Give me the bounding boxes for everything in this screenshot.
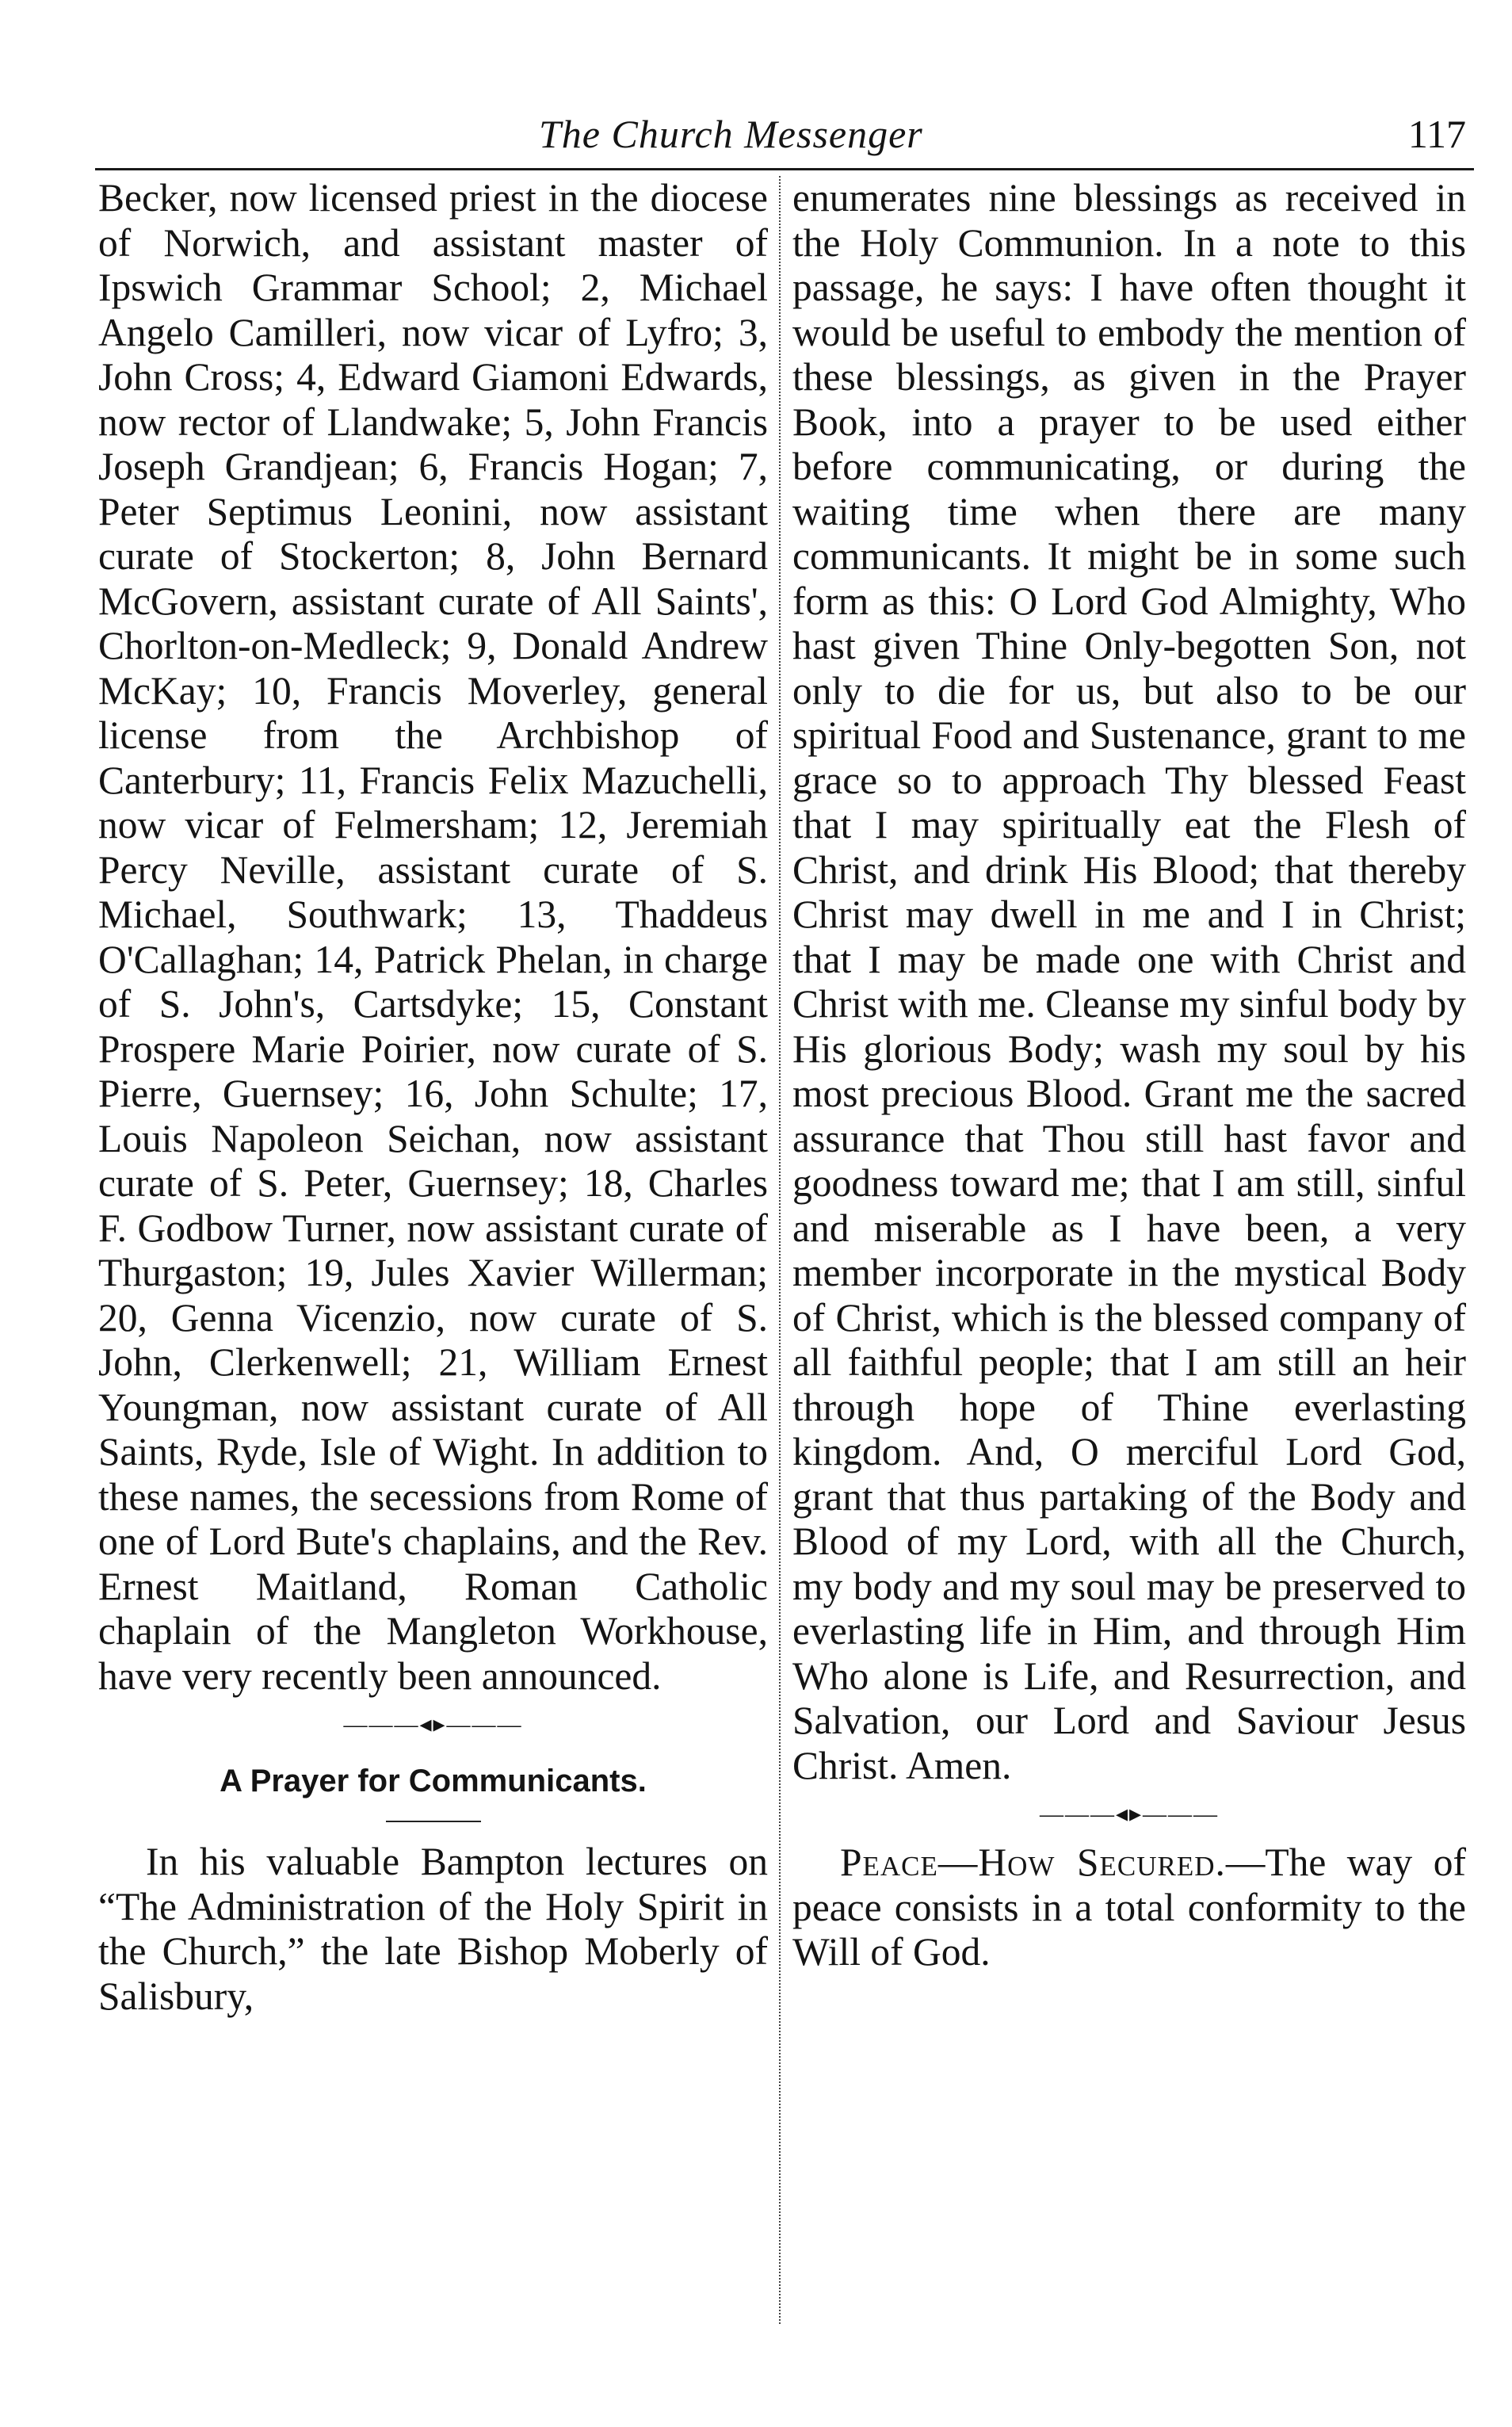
bampton-paragraph: In his valuable Bampton lectures on “The Administration of the Holy Spirit in the Church,” the late Bishop Moberly of Salisbury, xyxy=(98,1840,768,2018)
column-divider xyxy=(779,176,781,2324)
peace-body: —The way of peace consists in a total conformity to the Will of God. xyxy=(792,1840,1466,1974)
page-number: 117 xyxy=(1407,112,1466,156)
section-ornament: ———◂▸——— xyxy=(343,1711,523,1737)
running-title: The Church Messenger xyxy=(539,112,923,156)
clergy-list-paragraph: Becker, now licensed priest in the diocese of Norwich, and assistant master of Ipswich Grammar School; 2, Michael Angelo Camilleri, now vicar of Lyfro; 3, John Cross; 4, Edward Giamoni Edwards, now rector of Llandwake; 5, John Francis Joseph Grandjean; 6, Francis Hogan; 7, Peter Septimus Leonini, now assistant curate of Stockerton; 8, John Bernard McGovern, assistant curate of All Saints', Chorlton-on-Medleck; 9, Donald Andrew McKay; 10, Francis Moverley, general license from the Archbishop of Canterbury; 11, Francis Felix Mazuchelli, now vicar of Felmersham; 12, Jeremiah Percy Neville, assistant curate of S. Michael, Southwark; 13, Thaddeus O'Callaghan; 14, Patrick Phelan, in charge of S. John's, Cartsdyke; 15, Constant Prospere Marie Poirier, now curate of S. Pierre, Guernsey; 16, John Schulte; 17, Louis Napoleon Seichan, now assistant curate of S. Peter, Guernsey; 18, Charles F. Godbow Turner, now assistant curate of Thurgaston; 19, Jules Xavier Willerman; 20, Genna Vicenzio, now curate of S. John, Clerkenwell; 21, William Ernest Youngman, now assistant curate of All Saints, Ryde, Isle of Wight. In addition to these names, the secessions from Rome of one of Lord Bute's chaplains, and the Rev. Ernest Maitland, Roman Catholic chaplain of the Mangleton Workhouse, have very recently been announced. xyxy=(98,176,768,1698)
section-ornament-right: ———◂▸——— xyxy=(1039,1801,1220,1827)
header-rule xyxy=(95,168,1474,170)
peace-heading: Peace—How Secured. xyxy=(840,1840,1226,1884)
section-heading: A Prayer for Communicants. xyxy=(220,1764,647,1798)
left-column xyxy=(98,176,768,2019)
page-header xyxy=(95,103,1466,159)
right-column xyxy=(792,176,1466,1975)
peace-paragraph xyxy=(792,1840,1466,1975)
prayer-paragraph: enumerates nine blessings as received in the Holy Communion. In a note to this passage, he says: I have often thought it would be useful to embody the mention of these blessings, as given in the Prayer Book, into a prayer to be used either before communicating, or during the waiting time when there are many communicants. It might be in some such form as this: O Lord God Almighty, Who hast given Thine Only-begotten Son, not only to die for us, but also to be our spiritual Food and Sustenance, grant to me grace so to approach Thy blessed Feast that I may spiritually eat the Flesh of Christ, and drink His Blood; that thereby Christ may dwell in me and I in Christ; that I may be made one with Christ and Christ with me. Cleanse my sinful body by His glorious Body; wash my soul by his most precious Blood. Grant me the sacred assurance that Thou still hast favor and goodness toward me; that I am still, sinful and miserable as I have been, a very member incorporate in the mystical Body of Christ, which is the blessed company of all faithful people; that I am still an heir through hope of Thine everlasting kingdom. And, O merciful Lord God, grant that thus partaking of the Body and Blood of my Lord, with all the Church, my body and my soul may be preserved to everlasting life in Him, and through Him Who alone is Life, and Resurrection, and Salvation, our Lord and Saviour Jesus Christ. Amen. xyxy=(792,176,1466,1787)
heading-rule xyxy=(386,1821,481,1822)
